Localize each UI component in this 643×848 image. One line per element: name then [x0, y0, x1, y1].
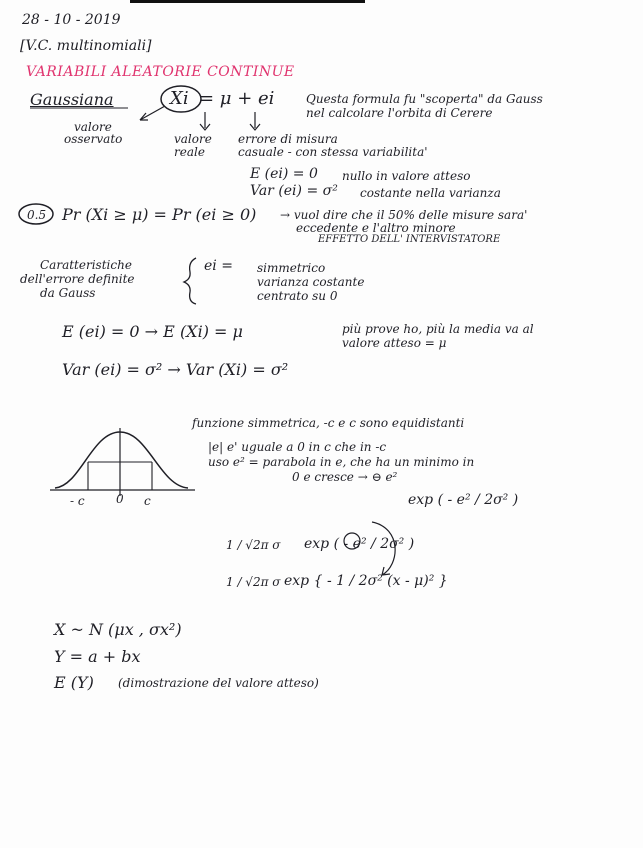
charact-label-1: Caratteristiche: [40, 258, 132, 272]
gauss-curve: [50, 428, 195, 496]
charact-lhs: ei =: [204, 258, 233, 274]
gauss-note-2: nel calcolare l'orbita di Cerere: [306, 106, 493, 120]
date: 28 - 10 - 2019: [22, 12, 121, 28]
charact-label-2: dell'errore definite: [20, 272, 135, 286]
exp-e-circle: [344, 533, 360, 549]
observed-label-1: valore: [74, 120, 112, 134]
bottom-line-2: Y = a + bx: [54, 647, 141, 666]
curve-note-1: funzione simmetrica, -c e c sono equidistanti: [192, 416, 465, 430]
prob-tag: 0.5: [27, 208, 47, 222]
real-label-1: valore: [174, 132, 212, 146]
gauss-word: Gaussiana: [30, 90, 114, 109]
bottom-line-3-note: (dimostrazione del valore atteso): [118, 676, 319, 690]
exp-1: exp ( - e² / 2σ² ): [408, 492, 519, 508]
exp-3-coef: 1 / √2π σ: [226, 575, 281, 589]
arrow-e: [250, 112, 260, 130]
tick-minus-c: - c: [70, 494, 85, 508]
subtitle: [V.C. multinomiali]: [20, 38, 152, 54]
real-label-2: reale: [174, 145, 205, 159]
page-title: VARIABILI ALEATORIE CONTINUE: [26, 64, 295, 80]
var-relation: Var (ei) = σ² → Var (Xi) = σ²: [62, 360, 289, 379]
bottom-line-3: E (Y): [54, 673, 94, 692]
expect-e-note: nullo in valore atteso: [342, 169, 471, 183]
var-e: Var (ei) = σ²: [250, 183, 338, 199]
charact-item-1: simmetrico: [257, 261, 326, 275]
error-label-1: errore di misura: [238, 132, 338, 146]
charact-item-3: centrato su 0: [257, 289, 338, 303]
expect-note-1: più prove ho, più la media va al: [342, 322, 534, 336]
prob-note-1: → vuol dire che il 50% delle misure sara': [280, 208, 528, 222]
formula-lhs: Xi: [170, 88, 189, 109]
half-circle: [19, 204, 53, 224]
charact-label-3: da Gauss: [40, 286, 96, 300]
expect-note-2: valore atteso = μ: [342, 336, 447, 350]
xi-circle: [161, 86, 201, 112]
prob-formula: Pr (Xi ≥ μ) = Pr (ei ≥ 0): [62, 205, 257, 224]
curve-note-2: |e| e' uguale a 0 in c che in -c: [208, 440, 387, 454]
tick-zero: 0: [116, 492, 124, 506]
gauss-note-1: Questa formula fu "scoperta" da Gauss: [306, 92, 543, 106]
arrow-mu: [200, 112, 210, 130]
curve-note-4: 0 e cresce → ⊖ e²: [292, 470, 398, 484]
tick-c: c: [144, 494, 151, 508]
exp-2: exp ( - e² / 2σ² ): [304, 536, 415, 552]
expect-relation: E (ei) = 0 → E (Xi) = μ: [62, 322, 243, 341]
exp-3: exp { - 1 / 2σ² (x - μ)² }: [284, 573, 448, 589]
expect-e: E (ei) = 0: [250, 166, 318, 182]
observed-label-2: osservato: [64, 132, 123, 146]
bottom-line-1: X ~ N (μx , σx²): [54, 620, 182, 639]
formula-rhs: = μ + ei: [199, 88, 275, 109]
curve-note-3: uso e² = parabola in e, che ha un minimo in: [208, 455, 475, 469]
var-e-note: costante nella varianza: [360, 186, 501, 200]
error-label-2: casuale - con stessa variabilita': [238, 145, 428, 159]
prob-note-2: eccedente e l'altro minore: [296, 221, 456, 235]
prob-note-3: EFFETTO DELL' INTERVISTATORE: [318, 234, 501, 245]
brace: [184, 258, 196, 304]
arrow-observed: [140, 106, 165, 120]
exp-2-coef: 1 / √2π σ: [226, 538, 281, 552]
charact-item-2: varianza costante: [257, 275, 365, 289]
